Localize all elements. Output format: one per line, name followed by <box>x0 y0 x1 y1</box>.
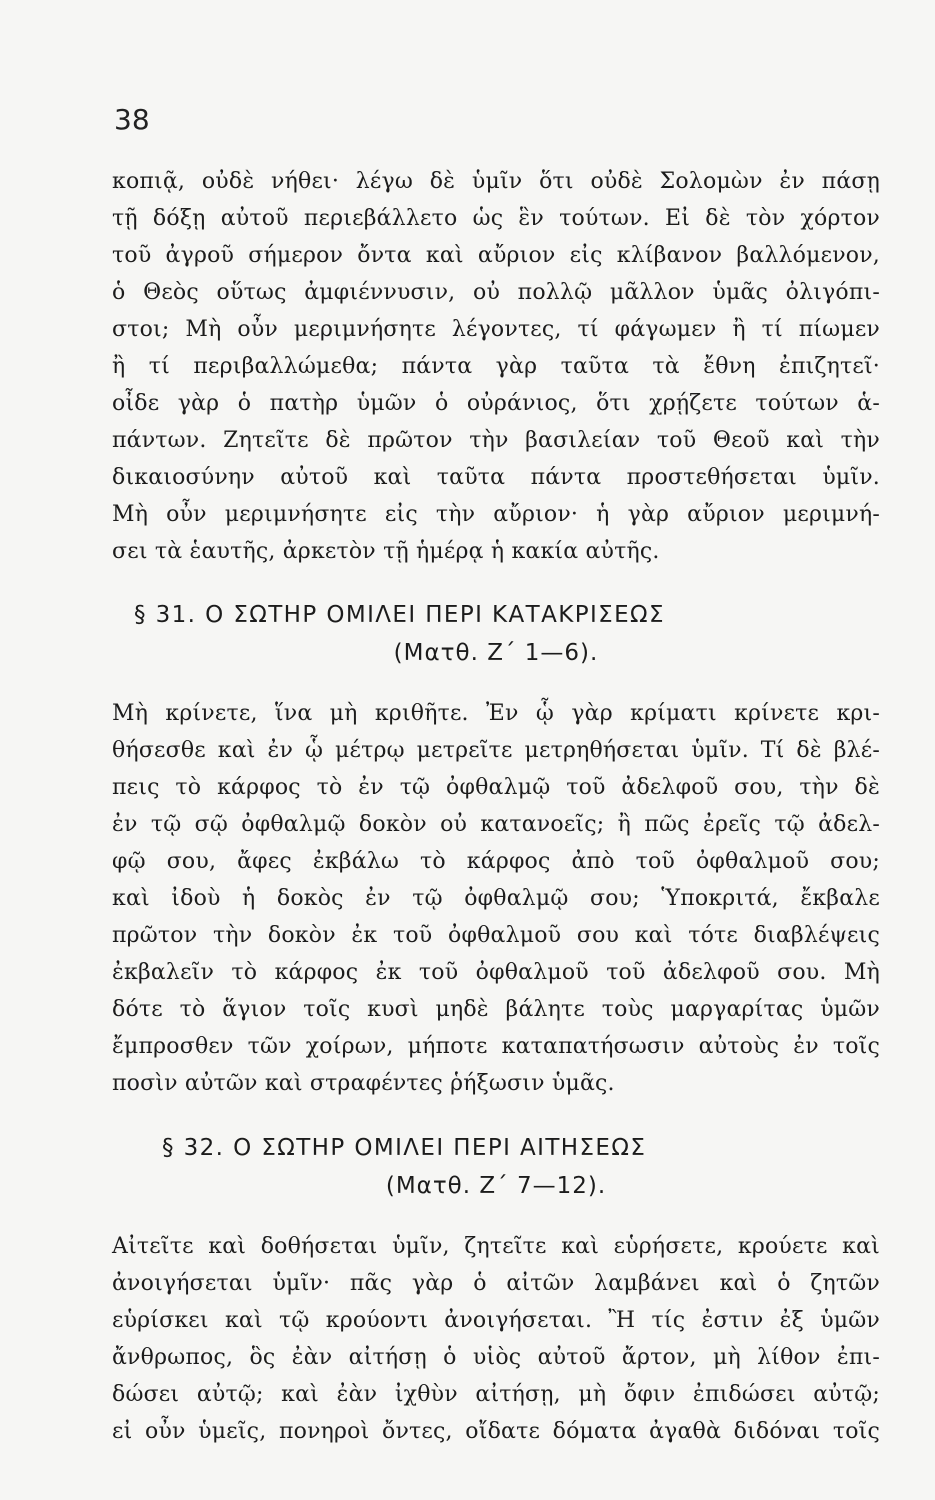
text-line: ποσὶν αὐτῶν καὶ στραφέντες ῥήξωσιν ὑμᾶς. <box>112 1071 615 1096</box>
text-line: ἢ τί περιβαλλώμεθα; πάντα γὰρ ταῦτα τὰ ἔθνη ἐπιζητεῖ· <box>112 354 880 379</box>
text-line: ἀνοιγήσεται ὑμῖν· πᾶς γὰρ ὁ αἰτῶν λαμβάνει καὶ ὁ ζητῶν <box>112 1271 880 1296</box>
text-line: τοῦ ἀγροῦ σήμερον ὄντα καὶ αὔριον εἰς κλίβανον βαλλόμενον, <box>112 243 880 268</box>
text-line: εἰ οὖν ὑμεῖς, πονηροὶ ὄντες, οἴδατε δόματα ἀγαθὰ διδόναι τοῖς <box>112 1419 880 1444</box>
text-line: ἄνθρωπος, ὃς ἐὰν αἰτήσῃ ὁ υἱὸς αὐτοῦ ἄρτον, μὴ λίθον ἐπι- <box>112 1345 880 1370</box>
text-line: Μὴ οὖν μεριμνήσητε εἰς τὴν αὔριον· ἡ γὰρ αὔριον μεριμνή- <box>112 502 880 527</box>
text-line: θήσεσθε καὶ ἐν ᾧ μέτρῳ μετρεῖτε μετρηθήσεται ὑμῖν. Τί δὲ βλέ- <box>112 738 880 763</box>
text-line: δώσει αὐτῷ; καὶ ἐὰν ἰχθὺν αἰτήσῃ, μὴ ὄφιν ἐπιδώσει αὐτῷ; <box>112 1382 880 1407</box>
text-line: δότε τὸ ἅγιον τοῖς κυσὶ μηδὲ βάλητε τοὺς μαργαρίτας ὑμῶν <box>112 997 880 1022</box>
text-line: πεις τὸ κάρφος τὸ ἐν τῷ ὀφθαλμῷ τοῦ ἀδελφοῦ σου, τὴν δὲ <box>112 775 880 800</box>
text-line: σει τὰ ἑαυτῆς, ἀρκετὸν τῇ ἡμέρᾳ ἡ κακία αὐτῆς. <box>112 539 660 564</box>
text-line: φῷ σου, ἄφες ἐκβάλω τὸ κάρφος ἀπὸ τοῦ ὀφθαλμοῦ σου; <box>112 849 880 874</box>
text-line: στοι; Μὴ οὖν μεριμνήσητε λέγοντες, τί φάγωμεν ἢ τί πίωμεν <box>112 317 880 342</box>
text-line: τῇ δόξῃ αὐτοῦ περιεβάλλετο ὡς ἓν τούτων. Εἰ δὲ τὸν χόρτον <box>112 206 880 231</box>
section-31-heading: § 31. Ο ΣΩΤΗΡ ΟΜΙΛΕΙ ΠΕΡΙ ΚΑΤΑΚΡΙΣΕΩΣ <box>134 602 665 628</box>
text-line: καὶ ἰδοὺ ἡ δοκὸς ἐν τῷ ὀφθαλμῷ σου; Ὑποκριτά, ἔκβαλε <box>112 886 880 911</box>
text-line: πρῶτον τὴν δοκὸν ἐκ τοῦ ὀφθαλμοῦ σου καὶ τότε διαβλέψεις <box>112 923 880 948</box>
text-line: πάντων. Ζητεῖτε δὲ πρῶτον τὴν βασιλείαν τοῦ Θεοῦ καὶ τὴν <box>112 428 880 453</box>
section-31-reference: (Ματθ. Ζ΄ 1—6). <box>393 640 599 666</box>
text-line: δικαιοσύνην αὐτοῦ καὶ ταῦτα πάντα προστεθήσεται ὑμῖν. <box>112 465 880 490</box>
text-line: εὑρίσκει καὶ τῷ κρούοντι ἀνοιγήσεται. Ἢ τίς ἐστιν ἐξ ὑμῶν <box>112 1308 880 1333</box>
text-line: οἶδε γὰρ ὁ πατὴρ ὑμῶν ὁ οὐράνιος, ὅτι χρῄζετε τούτων ἁ- <box>112 391 880 416</box>
text-line: κοπιᾷ, οὐδὲ νήθει· λέγω δὲ ὑμῖν ὅτι οὐδὲ Σολομὼν ἐν πάσῃ <box>112 169 880 194</box>
section-32-reference: (Ματθ. Ζ΄ 7—12). <box>385 1173 607 1199</box>
section-32-heading: § 32. Ο ΣΩΤΗΡ ΟΜΙΛΕΙ ΠΕΡΙ ΑΙΤΗΣΕΩΣ <box>162 1135 647 1161</box>
text-line: ἐκβαλεῖν τὸ κάρφος ἐκ τοῦ ὀφθαλμοῦ τοῦ ἀδελφοῦ σου. Μὴ <box>112 960 880 985</box>
text-line: Μὴ κρίνετε, ἵνα μὴ κριθῆτε. Ἐν ᾧ γὰρ κρίματι κρίνετε κρι- <box>112 701 880 726</box>
text-line: Αἰτεῖτε καὶ δοθήσεται ὑμῖν, ζητεῖτε καὶ εὑρήσετε, κρούετε καὶ <box>112 1234 880 1259</box>
text-line: ἔμπροσθεν τῶν χοίρων, μήποτε καταπατήσωσιν αὐτοὺς ἐν τοῖς <box>112 1034 880 1059</box>
text-line: ὁ Θεὸς οὕτως ἀμφιέννυσιν, οὐ πολλῷ μᾶλλον ὑμᾶς ὀλιγόπι- <box>112 280 880 305</box>
page-number: 38 <box>114 103 150 136</box>
text-line: ἐν τῷ σῷ ὀφθαλμῷ δοκὸν οὐ κατανοεῖς; ἢ πῶς ἐρεῖς τῷ ἀδελ- <box>112 812 880 837</box>
